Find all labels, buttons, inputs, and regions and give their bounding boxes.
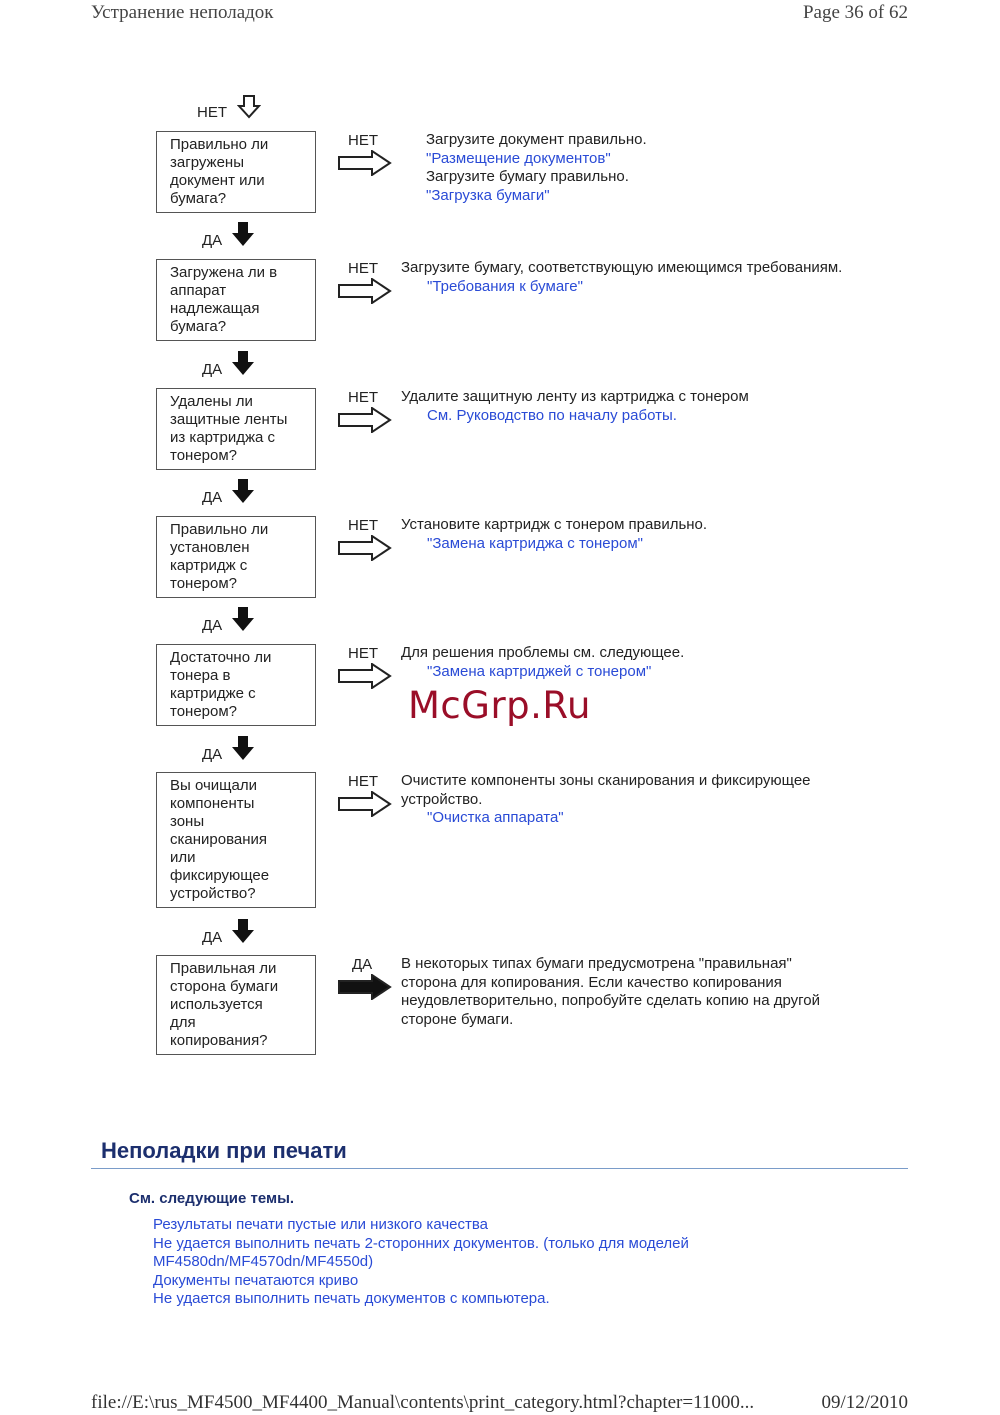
branch-label: НЕТ: [348, 132, 378, 149]
outline-right-arrow-icon: [338, 535, 392, 561]
question-line: сторона бумаги: [170, 978, 279, 995]
question-line: устройство?: [170, 885, 256, 902]
question-line: тонером?: [170, 575, 238, 592]
question-box: [156, 388, 316, 470]
section-title: Неполадки при печати: [101, 1138, 347, 1163]
question-line: Вы очищали: [170, 777, 257, 794]
filled-down-arrow-icon: [231, 350, 255, 376]
question-line: бумага?: [170, 318, 227, 335]
question-box: [156, 955, 316, 1055]
topic-link-cannot-print-from-computer[interactable]: Не удается выполнить печать документов с компьютера.: [153, 1290, 550, 1307]
answer-text: Очистите компоненты зоны сканирования и фиксирующее: [401, 772, 811, 789]
header-title: Устранение неполадок: [91, 2, 274, 23]
footer-file-path: file://E:\rus_MF4500_MF4400_Manual\contents\print_category.html?chapter=11000...: [91, 1392, 755, 1413]
question-line: Загружена ли в: [170, 264, 278, 281]
filled-down-arrow-icon: [231, 606, 255, 632]
filled-down-arrow-icon: [231, 221, 255, 247]
branch-label: ДА: [352, 956, 373, 973]
topic-link-blank-output[interactable]: Результаты печати пустые или низкого качества: [153, 1216, 489, 1233]
branch-label: НЕТ: [348, 260, 378, 277]
reference-link[interactable]: "Замена картриджа с тонером": [427, 534, 643, 552]
outline-down-arrow-icon: [237, 95, 261, 119]
answer-block: [401, 772, 881, 828]
yes-label: ДА: [202, 232, 223, 249]
question-line: используется: [170, 996, 263, 1013]
question-line: Достаточно ли: [170, 649, 272, 666]
question-line: картридже с: [170, 685, 256, 702]
answer-text: сторона для копирования. Если качество копирования: [401, 973, 782, 991]
question-line: Правильно ли: [170, 521, 269, 538]
question-line: картридж с: [170, 557, 248, 574]
question-line: Правильно ли: [170, 136, 269, 153]
question-box: [156, 772, 316, 908]
yes-label: ДА: [202, 617, 223, 634]
answer-block: [426, 131, 906, 205]
answer-text: неудовлетворительно, попробуйте сделать копию на другой: [401, 992, 820, 1009]
reference-link[interactable]: См. Руководство по началу работы.: [427, 406, 677, 424]
question-line: копирования?: [170, 1032, 268, 1049]
watermark-text: McGrp.Ru: [408, 684, 591, 727]
question-line: тонером?: [170, 703, 238, 720]
header-page-number: Page 36 of 62: [802, 2, 908, 23]
answer-text: Удалите защитную ленту из картриджа с тонером: [401, 388, 749, 405]
question-line: тонером?: [170, 447, 238, 464]
filled-right-arrow-icon: [338, 974, 392, 1000]
filled-down-arrow-icon: [231, 918, 255, 944]
yes-label: ДА: [202, 361, 223, 378]
outline-right-arrow-icon: [338, 278, 392, 304]
question-line: сканирования: [170, 831, 268, 848]
see-topics-label: См. следующие темы.: [129, 1190, 295, 1207]
answer-block: [401, 955, 881, 1029]
question-line: компоненты: [170, 795, 255, 812]
filled-down-arrow-icon: [231, 478, 255, 504]
question-line: загружены: [170, 154, 244, 171]
answer-block: [401, 388, 881, 425]
question-box: [156, 131, 316, 213]
answer-text: В некоторых типах бумаги предусмотрена "правильная": [401, 955, 792, 972]
branch-label: НЕТ: [348, 389, 378, 406]
answer-block: [401, 259, 881, 296]
question-box: [156, 259, 316, 341]
reference-link[interactable]: "Очистка аппарата": [427, 809, 564, 826]
yes-label: ДА: [202, 489, 223, 506]
yes-label: ДА: [202, 746, 223, 763]
answer-text: Загрузите бумагу правильно.: [426, 168, 629, 185]
reference-link[interactable]: "Загрузка бумаги": [426, 186, 550, 204]
question-line: Удалены ли: [170, 393, 253, 410]
question-line: фиксирующее: [170, 867, 270, 884]
question-line: зоны: [170, 813, 205, 830]
question-line: из картриджа с: [170, 429, 276, 446]
topic-list: [153, 1216, 773, 1309]
question-line: Правильная ли: [170, 960, 277, 977]
filled-down-arrow-icon: [231, 735, 255, 761]
question-line: бумага?: [170, 190, 227, 207]
question-line: для: [170, 1014, 196, 1031]
answer-block: [401, 644, 881, 681]
reference-link[interactable]: "Размещение документов": [426, 149, 611, 167]
answer-text: Загрузите документ правильно.: [426, 131, 647, 148]
branch-label: НЕТ: [348, 773, 378, 790]
reference-link[interactable]: "Требования к бумаге": [427, 277, 583, 295]
outline-right-arrow-icon: [338, 791, 392, 817]
question-box: [156, 644, 316, 726]
topic-link-skewed-output[interactable]: Документы печатаются криво: [153, 1271, 359, 1289]
section-divider: [91, 1168, 908, 1169]
question-line: или: [170, 849, 196, 866]
flow-start-label: НЕТ: [197, 104, 227, 121]
branch-label: НЕТ: [348, 517, 378, 534]
question-line: аппарат: [170, 282, 227, 299]
outline-right-arrow-icon: [338, 150, 392, 176]
question-line: документ или: [170, 172, 265, 189]
outline-right-arrow-icon: [338, 663, 392, 689]
reference-link[interactable]: "Замена картриджей с тонером": [427, 662, 652, 680]
answer-text: Для решения проблемы см. следующее.: [401, 644, 685, 661]
answer-text: Установите картридж с тонером правильно.: [401, 516, 708, 533]
footer-date: 09/12/2010: [821, 1392, 908, 1413]
answer-text: устройство.: [401, 790, 483, 808]
yes-label: ДА: [202, 929, 223, 946]
answer-block: [401, 516, 881, 553]
outline-right-arrow-icon: [338, 407, 392, 433]
question-box: [156, 516, 316, 598]
question-line: надлежащая: [170, 300, 260, 317]
question-line: тонера в: [170, 667, 231, 684]
answer-text: стороне бумаги.: [401, 1010, 514, 1028]
answer-text: Загрузите бумагу, соответствующую имеющимся требованиям.: [401, 259, 843, 276]
branch-label: НЕТ: [348, 645, 378, 662]
question-line: защитные ленты: [170, 411, 288, 428]
topic-link-duplex-printing[interactable]: Не удается выполнить печать 2-сторонних документов. (только для моделей MF4580dn/MF4570dn/MF4550d): [153, 1234, 689, 1270]
question-line: установлен: [170, 539, 250, 556]
